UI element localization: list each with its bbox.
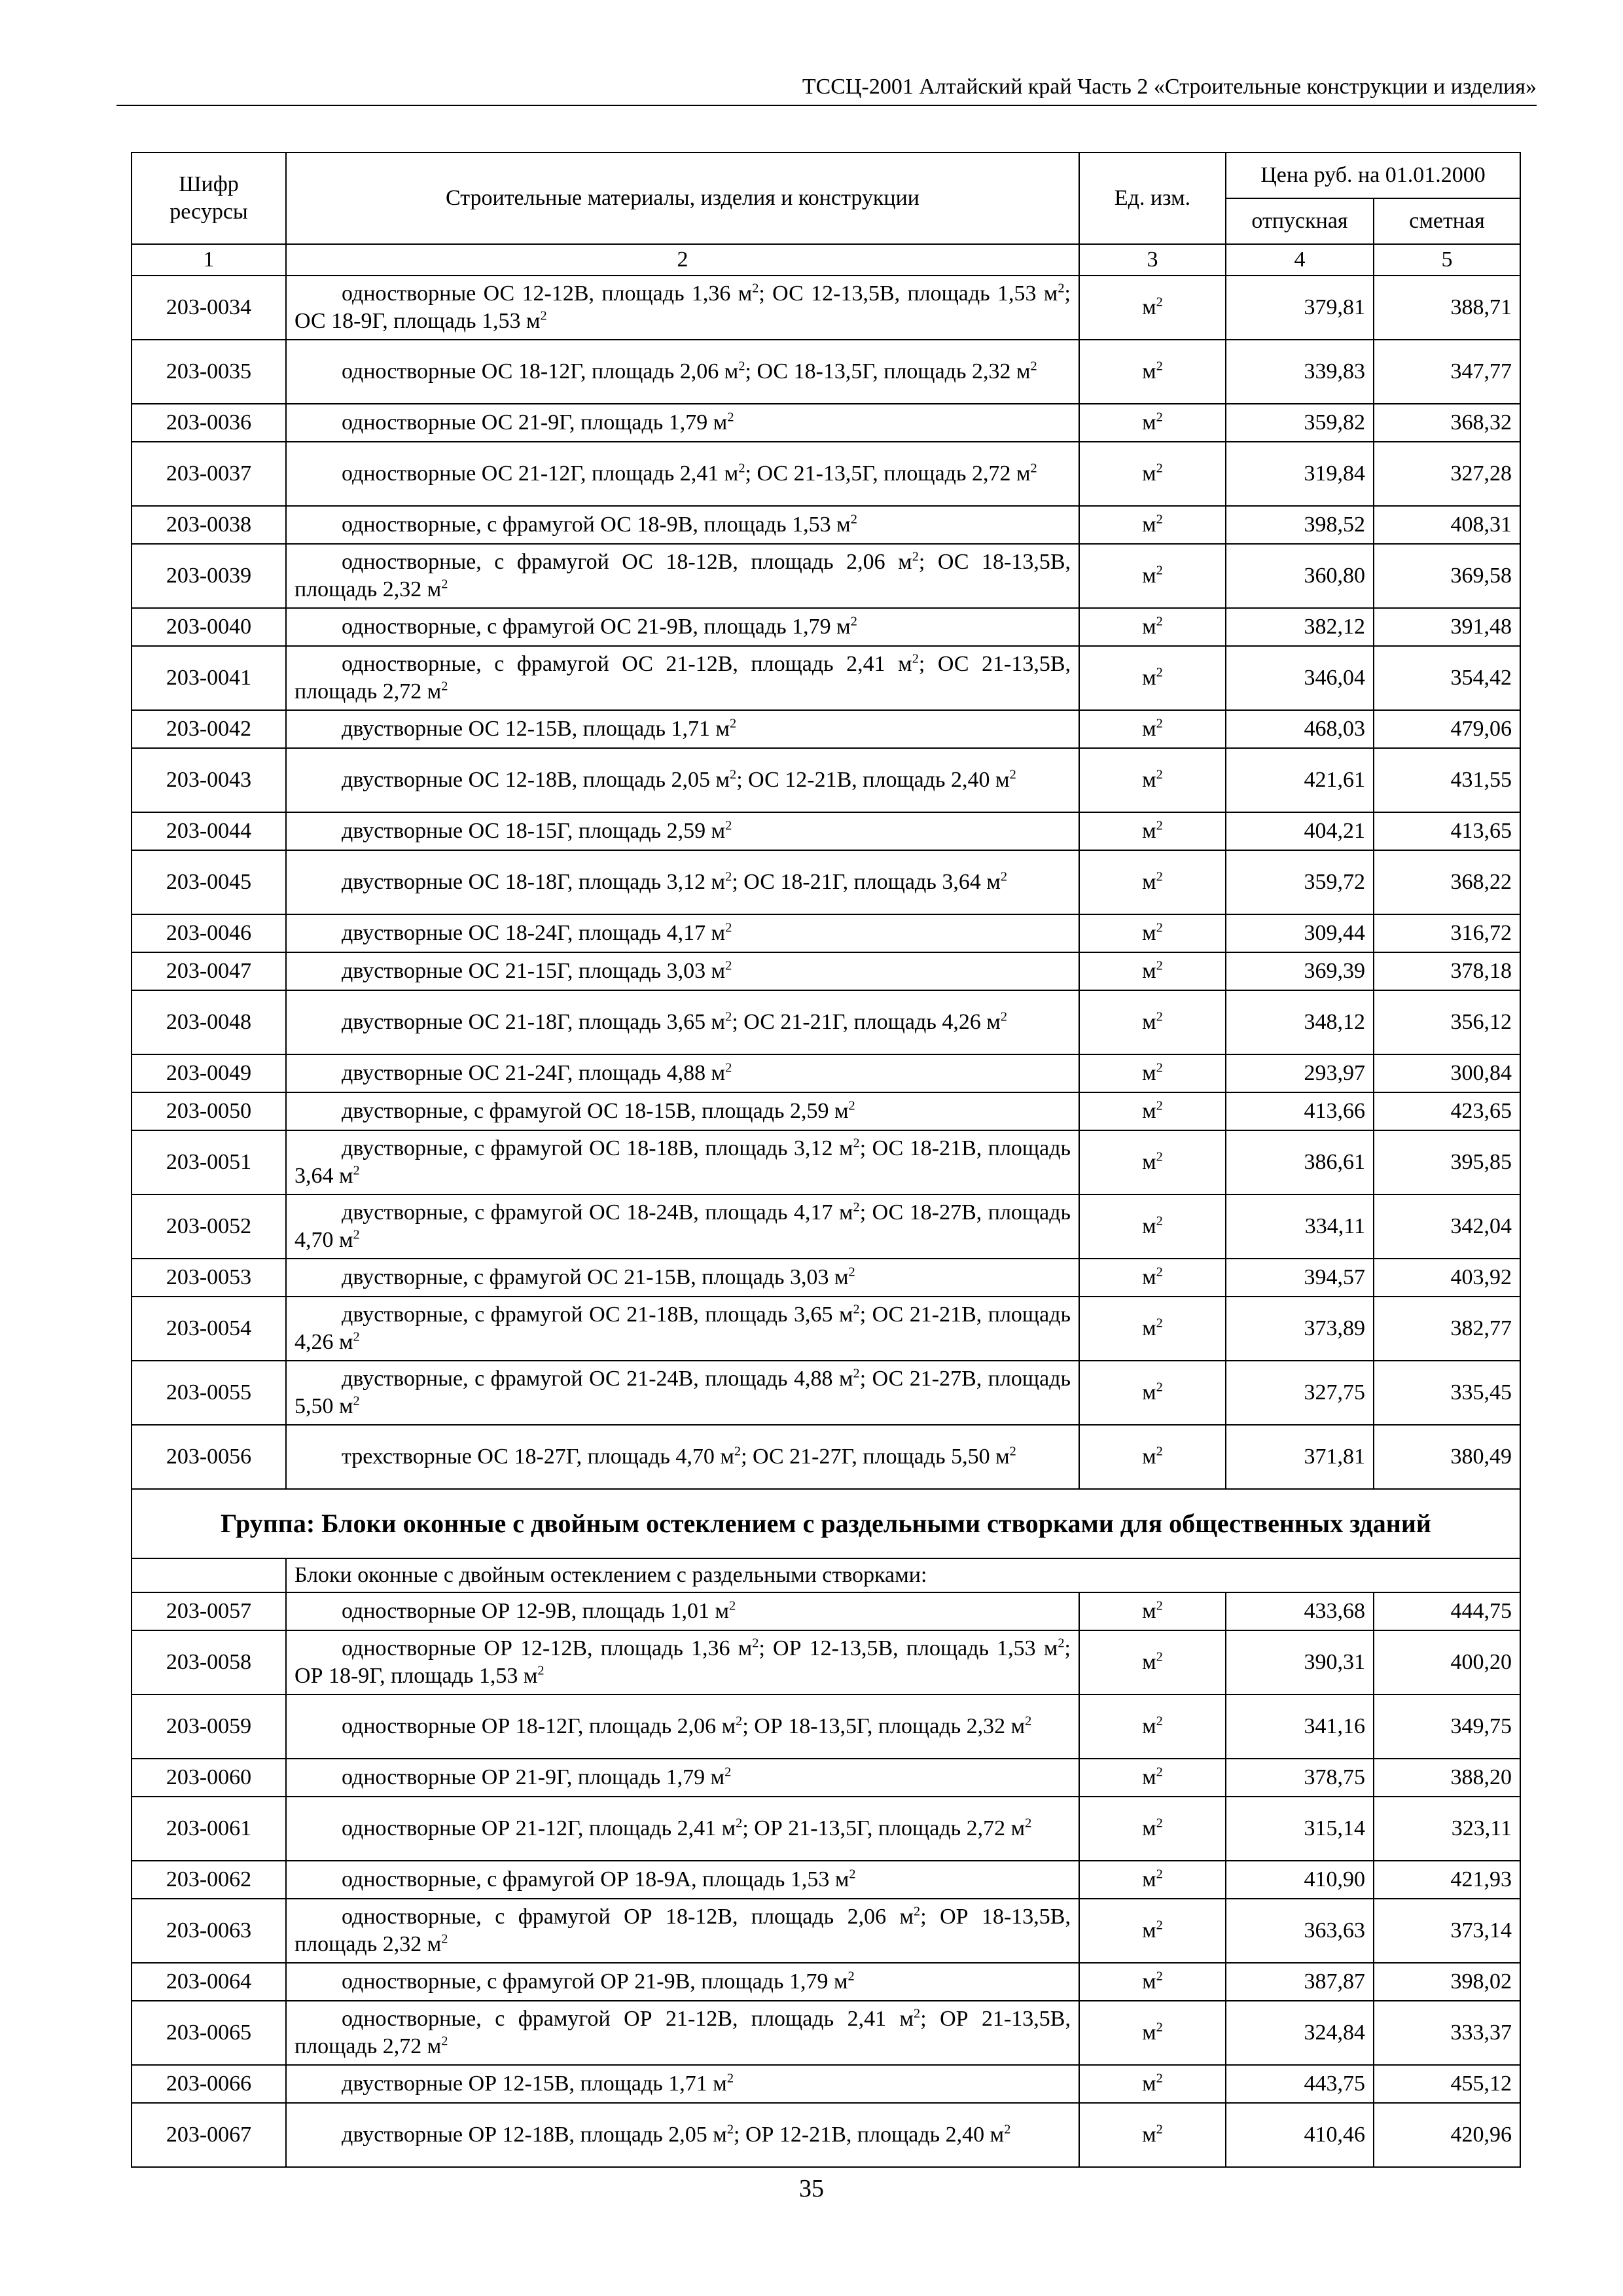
unit-of-measure: $м^2$	[1079, 914, 1226, 952]
material-description: двустворные ОС 18-18Г, площадь 3,12 $м^2$; ОС 18-21Г, площадь 3,64 $м^2$	[286, 850, 1079, 914]
resource-code: 203-0064	[132, 1963, 286, 2001]
material-description: двустворные ОС 21-15Г, площадь 3,03 $м^2$	[286, 952, 1079, 990]
material-description: двустворные ОС 21-24Г, площадь 4,88 $м^2$	[286, 1054, 1079, 1092]
estimate-price: 444,75	[1374, 1592, 1520, 1630]
resource-code: 203-0066	[132, 2065, 286, 2103]
unit-of-measure: $м^2$	[1079, 1861, 1226, 1899]
unit-of-measure: $м^2$	[1079, 506, 1226, 544]
table-row	[132, 442, 1520, 506]
release-price: 421,61	[1226, 748, 1374, 812]
material-description: двустворные ОС 12-15В, площадь 1,71 $м^2$	[286, 710, 1079, 748]
estimate-price: 300,84	[1374, 1054, 1520, 1092]
unit-of-measure: $м^2$	[1079, 646, 1226, 710]
material-description: одностворные ОС 21-9Г, площадь 1,79 $м^2$	[286, 404, 1079, 442]
estimate-price: 421,93	[1374, 1861, 1520, 1899]
table-row	[132, 1425, 1520, 1489]
estimate-price: 323,11	[1374, 1797, 1520, 1861]
estimate-price: 431,55	[1374, 748, 1520, 812]
estimate-price: 347,77	[1374, 340, 1520, 404]
resource-code: 203-0063	[132, 1899, 286, 1963]
estimate-price: 423,65	[1374, 1092, 1520, 1130]
estimate-price: 335,45	[1374, 1361, 1520, 1425]
subheading: Блоки оконные с двойным остеклением с раздельными створками:	[286, 1558, 1520, 1592]
estimate-price: 408,31	[1374, 506, 1520, 544]
material-description: одностворные ОС 18-12Г, площадь 2,06 $м^2$; ОС 18-13,5Г, площадь 2,32 $м^2$	[286, 340, 1079, 404]
release-price: 293,97	[1226, 1054, 1374, 1092]
material-description: двустворные, с фрамугой ОС 21-18В, площадь 3,65 $м^2$; ОС 21-21В, площадь 4,26 $м^2$	[286, 1297, 1079, 1361]
resource-code: 203-0049	[132, 1054, 286, 1092]
material-description: одностворные, с фрамугой ОР 18-12В, площадь 2,06 $м^2$; ОР 18-13,5В, площадь 2,32 $м^2$	[286, 1899, 1079, 1963]
resource-code: 203-0035	[132, 340, 286, 404]
material-description: двустворные, с фрамугой ОС 21-15В, площадь 3,03 $м^2$	[286, 1259, 1079, 1297]
resource-code: 203-0048	[132, 990, 286, 1054]
table-row	[132, 404, 1520, 442]
release-price: 387,87	[1226, 1963, 1374, 2001]
table-row	[132, 1592, 1520, 1630]
table-row	[132, 1130, 1520, 1194]
release-price: 359,72	[1226, 850, 1374, 914]
unit-of-measure: $м^2$	[1079, 812, 1226, 850]
table-header	[132, 152, 1520, 276]
material-description: двустворные, с фрамугой ОС 21-24В, площадь 4,88 $м^2$; ОС 21-27В, площадь 5,50 $м^2$	[286, 1361, 1079, 1425]
estimate-price: 378,18	[1374, 952, 1520, 990]
resource-code: 203-0039	[132, 544, 286, 608]
resource-code: 203-0057	[132, 1592, 286, 1630]
resource-code: 203-0051	[132, 1130, 286, 1194]
resource-code: 203-0053	[132, 1259, 286, 1297]
estimate-price: 316,72	[1374, 914, 1520, 952]
table-row	[132, 914, 1520, 952]
material-description: одностворные ОР 21-9Г, площадь 1,79 $м^2$	[286, 1759, 1079, 1797]
price-table	[131, 152, 1521, 2168]
estimate-price: 342,04	[1374, 1194, 1520, 1259]
table-row	[132, 990, 1520, 1054]
unit-of-measure: $м^2$	[1079, 1425, 1226, 1489]
running-header-text: ТССЦ-2001 Алтайский край Часть 2 «Строительные конструкции и изделия»	[802, 75, 1537, 99]
estimate-price: 354,42	[1374, 646, 1520, 710]
column-number: 2	[286, 244, 1079, 276]
material-description: одностворные ОР 21-12Г, площадь 2,41 $м^2$; ОР 21-13,5Г, площадь 2,72 $м^2$	[286, 1797, 1079, 1861]
release-price: 373,89	[1226, 1297, 1374, 1361]
estimate-price: 479,06	[1374, 710, 1520, 748]
unit-of-measure: $м^2$	[1079, 990, 1226, 1054]
material-description: одностворные ОС 12-12В, площадь 1,36 $м^2$; ОС 12-13,5В, площадь 1,53 $м^2$; ОС 18-9Г, площадь 1,53 $м^2$	[286, 276, 1079, 340]
resource-code: 203-0047	[132, 952, 286, 990]
resource-code: 203-0038	[132, 506, 286, 544]
resource-code: 203-0056	[132, 1425, 286, 1489]
table-row	[132, 2103, 1520, 2167]
resource-code: 203-0041	[132, 646, 286, 710]
estimate-price: 398,02	[1374, 1963, 1520, 2001]
table-row	[132, 1361, 1520, 1425]
estimate-price: 327,28	[1374, 442, 1520, 506]
column-number: 4	[1226, 244, 1374, 276]
release-price: 327,75	[1226, 1361, 1374, 1425]
resource-code: 203-0067	[132, 2103, 286, 2167]
resource-code: 203-0062	[132, 1861, 286, 1899]
estimate-price: 388,71	[1374, 276, 1520, 340]
resource-code: 203-0052	[132, 1194, 286, 1259]
estimate-price: 413,65	[1374, 812, 1520, 850]
release-price: 334,11	[1226, 1194, 1374, 1259]
table-row	[132, 1194, 1520, 1259]
table-body-b	[132, 1592, 1520, 2167]
material-description: двустворные ОР 12-15В, площадь 1,71 $м^2$	[286, 2065, 1079, 2103]
table-row	[132, 340, 1520, 404]
release-price: 319,84	[1226, 442, 1374, 506]
estimate-price: 373,14	[1374, 1899, 1520, 1963]
release-price: 398,52	[1226, 506, 1374, 544]
table-body-a	[132, 276, 1520, 1489]
table-row	[132, 1630, 1520, 1695]
release-price: 378,75	[1226, 1759, 1374, 1797]
resource-code: 203-0050	[132, 1092, 286, 1130]
resource-code: 203-0044	[132, 812, 286, 850]
unit-of-measure: $м^2$	[1079, 1630, 1226, 1695]
material-description: одностворные ОС 21-12Г, площадь 2,41 $м^2$; ОС 21-13,5Г, площадь 2,72 $м^2$	[286, 442, 1079, 506]
unit-of-measure: $м^2$	[1079, 442, 1226, 506]
resource-code: 203-0034	[132, 276, 286, 340]
material-description: одностворные, с фрамугой ОР 18-9А, площадь 1,53 $м^2$	[286, 1861, 1079, 1899]
table-row	[132, 1899, 1520, 1963]
table-row	[132, 646, 1520, 710]
release-price: 360,80	[1226, 544, 1374, 608]
material-description: одностворные, с фрамугой ОС 18-9В, площадь 1,53 $м^2$	[286, 506, 1079, 544]
column-number: 1	[132, 244, 286, 276]
unit-of-measure: $м^2$	[1079, 2103, 1226, 2167]
resource-code: 203-0042	[132, 710, 286, 748]
header-code: Шифр ресурсы	[132, 152, 286, 244]
material-description: одностворные, с фрамугой ОР 21-12В, площадь 2,41 $м^2$; ОР 21-13,5В, площадь 2,72 $м^2$	[286, 2001, 1079, 2065]
resource-code: 203-0046	[132, 914, 286, 952]
estimate-price: 391,48	[1374, 608, 1520, 646]
table-row	[132, 710, 1520, 748]
release-price: 371,81	[1226, 1425, 1374, 1489]
unit-of-measure: $м^2$	[1079, 1797, 1226, 1861]
group-section	[132, 1489, 1520, 1592]
unit-of-measure: $м^2$	[1079, 1054, 1226, 1092]
unit-of-measure: $м^2$	[1079, 404, 1226, 442]
table-row	[132, 812, 1520, 850]
release-price: 410,46	[1226, 2103, 1374, 2167]
release-price: 468,03	[1226, 710, 1374, 748]
unit-of-measure: $м^2$	[1079, 1899, 1226, 1963]
estimate-price: 455,12	[1374, 2065, 1520, 2103]
material-description: двустворные, с фрамугой ОС 18-15В, площадь 2,59 $м^2$	[286, 1092, 1079, 1130]
unit-of-measure: $м^2$	[1079, 1695, 1226, 1759]
material-description: двустворные ОС 18-24Г, площадь 4,17 $м^2$	[286, 914, 1079, 952]
release-price: 390,31	[1226, 1630, 1374, 1695]
header-name: Строительные материалы, изделия и конструкции	[286, 152, 1079, 244]
resource-code: 203-0059	[132, 1695, 286, 1759]
unit-of-measure: $м^2$	[1079, 340, 1226, 404]
estimate-price: 369,58	[1374, 544, 1520, 608]
unit-of-measure: $м^2$	[1079, 2001, 1226, 2065]
material-description: двустворные ОС 18-15Г, площадь 2,59 $м^2$	[286, 812, 1079, 850]
material-description: одностворные ОР 12-9В, площадь 1,01 $м^2$	[286, 1592, 1079, 1630]
release-price: 346,04	[1226, 646, 1374, 710]
table-row	[132, 1797, 1520, 1861]
unit-of-measure: $м^2$	[1079, 1297, 1226, 1361]
unit-of-measure: $м^2$	[1079, 710, 1226, 748]
estimate-price: 403,92	[1374, 1259, 1520, 1297]
table-row	[132, 2001, 1520, 2065]
material-description: одностворные, с фрамугой ОС 21-12В, площадь 2,41 $м^2$; ОС 21-13,5В, площадь 2,72 $м^2$	[286, 646, 1079, 710]
estimate-price: 380,49	[1374, 1425, 1520, 1489]
resource-code: 203-0045	[132, 850, 286, 914]
subheading-spacer	[132, 1558, 286, 1592]
release-price: 382,12	[1226, 608, 1374, 646]
release-price: 413,66	[1226, 1092, 1374, 1130]
release-price: 433,68	[1226, 1592, 1374, 1630]
page-number: 35	[799, 2175, 824, 2202]
unit-of-measure: $м^2$	[1079, 1259, 1226, 1297]
table-row	[132, 1861, 1520, 1899]
resource-code: 203-0040	[132, 608, 286, 646]
table-row	[132, 544, 1520, 608]
estimate-price: 368,32	[1374, 404, 1520, 442]
release-price: 359,82	[1226, 404, 1374, 442]
resource-code: 203-0055	[132, 1361, 286, 1425]
unit-of-measure: $м^2$	[1079, 850, 1226, 914]
resource-code: 203-0060	[132, 1759, 286, 1797]
material-description: двустворные, с фрамугой ОС 18-24В, площадь 4,17 $м^2$; ОС 18-27В, площадь 4,70 $м^2$	[286, 1194, 1079, 1259]
release-price: 348,12	[1226, 990, 1374, 1054]
unit-of-measure: $м^2$	[1079, 952, 1226, 990]
table-row	[132, 2065, 1520, 2103]
table-row	[132, 1759, 1520, 1797]
material-description: трехстворные ОС 18-27Г, площадь 4,70 $м^2$; ОС 21-27Г, площадь 5,50 $м^2$	[286, 1425, 1079, 1489]
release-price: 386,61	[1226, 1130, 1374, 1194]
resource-code: 203-0054	[132, 1297, 286, 1361]
unit-of-measure: $м^2$	[1079, 1130, 1226, 1194]
release-price: 379,81	[1226, 276, 1374, 340]
release-price: 394,57	[1226, 1259, 1374, 1297]
unit-of-measure: $м^2$	[1079, 544, 1226, 608]
table-row	[132, 1259, 1520, 1297]
table-row	[132, 748, 1520, 812]
resource-code: 203-0037	[132, 442, 286, 506]
estimate-price: 349,75	[1374, 1695, 1520, 1759]
material-description: двустворные, с фрамугой ОС 18-18В, площадь 3,12 $м^2$; ОС 18-21В, площадь 3,64 $м^2$	[286, 1130, 1079, 1194]
release-price: 339,83	[1226, 340, 1374, 404]
table-row	[132, 952, 1520, 990]
header-price-group: Цена руб. на 01.01.2000	[1226, 152, 1520, 198]
estimate-price: 388,20	[1374, 1759, 1520, 1797]
material-description: одностворные, с фрамугой ОС 18-12В, площадь 2,06 $м^2$; ОС 18-13,5В, площадь 2,32 $м^2$	[286, 544, 1079, 608]
table-row	[132, 1297, 1520, 1361]
release-price: 443,75	[1226, 2065, 1374, 2103]
header-release-price: отпускная	[1226, 198, 1374, 244]
resource-code: 203-0065	[132, 2001, 286, 2065]
table-row	[132, 506, 1520, 544]
table-row	[132, 608, 1520, 646]
table-row	[132, 1054, 1520, 1092]
table-row	[132, 1092, 1520, 1130]
unit-of-measure: $м^2$	[1079, 1092, 1226, 1130]
unit-of-measure: $м^2$	[1079, 1361, 1226, 1425]
header-unit: Ед. изм.	[1079, 152, 1226, 244]
unit-of-measure: $м^2$	[1079, 1759, 1226, 1797]
resource-code: 203-0061	[132, 1797, 286, 1861]
unit-of-measure: $м^2$	[1079, 2065, 1226, 2103]
unit-of-measure: $м^2$	[1079, 1194, 1226, 1259]
release-price: 410,90	[1226, 1861, 1374, 1899]
release-price: 404,21	[1226, 812, 1374, 850]
unit-of-measure: $м^2$	[1079, 748, 1226, 812]
table-row	[132, 850, 1520, 914]
resource-code: 203-0058	[132, 1630, 286, 1695]
release-price: 309,44	[1226, 914, 1374, 952]
material-description: двустворные ОС 12-18В, площадь 2,05 $м^2$; ОС 12-21В, площадь 2,40 $м^2$	[286, 748, 1079, 812]
estimate-price: 382,77	[1374, 1297, 1520, 1361]
release-price: 363,63	[1226, 1899, 1374, 1963]
release-price: 341,16	[1226, 1695, 1374, 1759]
material-description: двустворные ОР 12-18В, площадь 2,05 $м^2$; ОР 12-21В, площадь 2,40 $м^2$	[286, 2103, 1079, 2167]
group-title: Группа: Блоки оконные с двойным остеклением с раздельными створками для общественных зданий	[132, 1489, 1520, 1558]
material-description: одностворные, с фрамугой ОС 21-9В, площадь 1,79 $м^2$	[286, 608, 1079, 646]
estimate-price: 400,20	[1374, 1630, 1520, 1695]
estimate-price: 333,37	[1374, 2001, 1520, 2065]
release-price: 324,84	[1226, 2001, 1374, 2065]
column-number: 5	[1374, 244, 1520, 276]
unit-of-measure: $м^2$	[1079, 1963, 1226, 2001]
estimate-price: 395,85	[1374, 1130, 1520, 1194]
estimate-price: 420,96	[1374, 2103, 1520, 2167]
unit-of-measure: $м^2$	[1079, 1592, 1226, 1630]
material-description: двустворные ОС 21-18Г, площадь 3,65 $м^2$; ОС 21-21Г, площадь 4,26 $м^2$	[286, 990, 1079, 1054]
material-description: одностворные ОР 18-12Г, площадь 2,06 $м^2$; ОР 18-13,5Г, площадь 2,32 $м^2$	[286, 1695, 1079, 1759]
table-row	[132, 1963, 1520, 2001]
table-row	[132, 1695, 1520, 1759]
material-description: одностворные ОР 12-12В, площадь 1,36 $м^2$; ОР 12-13,5В, площадь 1,53 $м^2$; ОР 18-9Г, площадь 1,53 $м^2$	[286, 1630, 1079, 1695]
resource-code: 203-0043	[132, 748, 286, 812]
estimate-price: 368,22	[1374, 850, 1520, 914]
unit-of-measure: $м^2$	[1079, 276, 1226, 340]
estimate-price: 356,12	[1374, 990, 1520, 1054]
release-price: 315,14	[1226, 1797, 1374, 1861]
table-row	[132, 276, 1520, 340]
column-numbers-row	[132, 244, 1520, 276]
resource-code: 203-0036	[132, 404, 286, 442]
material-description: одностворные, с фрамугой ОР 21-9В, площадь 1,79 $м^2$	[286, 1963, 1079, 2001]
running-header	[116, 71, 1537, 106]
column-number: 3	[1079, 244, 1226, 276]
header-estimate-price: сметная	[1374, 198, 1520, 244]
release-price: 369,39	[1226, 952, 1374, 990]
unit-of-measure: $м^2$	[1079, 608, 1226, 646]
